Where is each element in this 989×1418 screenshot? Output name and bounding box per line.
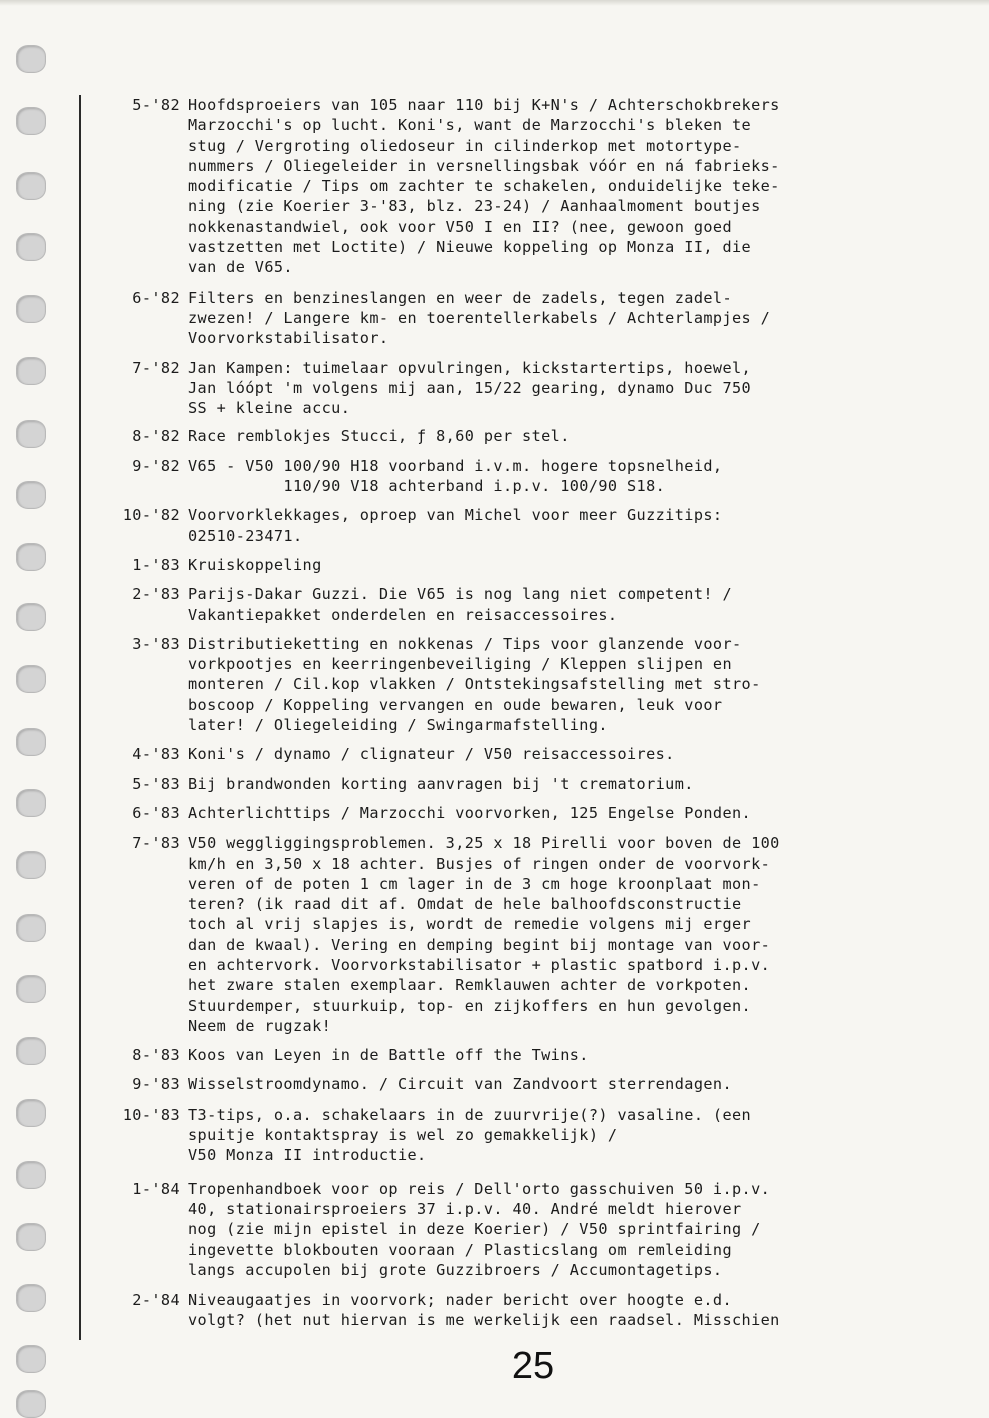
entry-line: V50 weggliggingsproblemen. 3,25 x 18 Pirelli voor boven de 100 <box>188 834 780 853</box>
entry-line: het zware stalen exemplaar. Remklauwen achter de vorkpoten. <box>188 976 752 995</box>
page-number: 25 <box>511 1345 555 1387</box>
log-entry <box>100 288 970 349</box>
entry-line: Vakantiepakket onderdelen en reisaccessoires. <box>188 605 618 624</box>
binder-hole <box>16 1345 46 1373</box>
entry-date: 6-'82 <box>132 288 180 307</box>
entry-date: 7-'82 <box>132 358 180 377</box>
entry-line: Jan lóópt 'm volgens mij aan, 15/22 gearing, dynamo Duc 750 <box>188 378 752 397</box>
binder-hole <box>16 1284 46 1312</box>
entry-date: 9-'83 <box>132 1075 180 1094</box>
entry-line: langs accupolen bij grote Guzzibroers / Accumontagetips. <box>188 1260 723 1279</box>
binder-hole <box>16 543 46 571</box>
entry-line: Bij brandwonden korting aanvragen bij 't crematorium. <box>188 774 694 793</box>
entry-line: nummers / Oliegeleider in versnellingsbak vóór en ná fabrieks- <box>188 156 780 175</box>
entry-date: 7-'83 <box>132 834 180 853</box>
entry-text <box>188 426 970 446</box>
log-entry <box>100 803 970 823</box>
entry-line: V65 - V50 100/90 H18 voorband i.v.m. hogere topsnelheid, <box>188 456 723 475</box>
entry-line: monteren / Cil.kop vlakken / Ontstekingsafstelling met stro- <box>188 675 761 694</box>
binder-hole <box>16 975 46 1003</box>
entry-text <box>188 456 970 497</box>
entry-line: modificatie / Tips om zachter te schakelen, onduidelijke teke- <box>188 177 780 196</box>
entry-line: Filters en benzineslangen en weer de zadels, tegen zadel- <box>188 288 732 307</box>
entry-line: Distributieketting en nokkenas / Tips voor glanzende voor- <box>188 634 742 653</box>
binder-hole <box>16 789 46 817</box>
log-entry <box>100 584 970 625</box>
binder-hole <box>16 1161 46 1189</box>
binder-hole <box>16 295 46 323</box>
entry-line: stug / Vergroting oliedoseur in cilinderkop met motortype- <box>188 136 742 155</box>
log-entry <box>100 634 970 735</box>
entry-date: 5-'83 <box>132 774 180 793</box>
log-entry <box>100 555 970 575</box>
entry-line: V50 Monza II introductie. <box>188 1146 427 1165</box>
entry-line: boscoop / Koppeling vervangen en oude bewaren, leuk voor <box>188 695 723 714</box>
entry-text <box>188 634 970 735</box>
entry-line: Achterlichttips / Marzocchi voorvorken, 125 Engelse Ponden. <box>188 803 752 822</box>
entry-text <box>188 288 970 349</box>
binder-hole <box>16 665 46 693</box>
entry-line: km/h en 3,50 x 18 achter. Busjes of ringen onder de voorvork- <box>188 854 771 873</box>
log-entry <box>100 1105 970 1166</box>
entry-list <box>100 86 970 1331</box>
log-entry <box>100 1074 970 1094</box>
log-entry <box>100 358 970 419</box>
entry-line: Parijs-Dakar Guzzi. Die V65 is nog lang niet competent! / <box>188 585 732 604</box>
entry-line: volgt? (het nut hiervan is me werkelijk een raadsel. Misschien <box>188 1311 780 1330</box>
entry-text <box>188 555 970 575</box>
binder-hole <box>16 603 46 631</box>
entry-text <box>188 1290 970 1331</box>
entry-line: Niveaugaatjes in voorvork; nader bericht over hoogte e.d. <box>188 1291 732 1310</box>
entry-text <box>188 1045 970 1065</box>
entry-line: spuitje kontaktspray is wel zo gemakkelijk) / <box>188 1126 618 1145</box>
entry-line: van de V65. <box>188 258 293 277</box>
entry-text <box>188 803 970 823</box>
entry-line: T3-tips, o.a. schakelaars in de zuurvrije(?) vasaline. (een <box>188 1105 752 1124</box>
entry-line: Koos van Leyen in de Battle off the Twins. <box>188 1046 589 1065</box>
binder-hole <box>16 851 46 879</box>
log-entry <box>100 505 970 546</box>
entry-text <box>188 358 970 419</box>
binder-hole <box>16 728 46 756</box>
binder-hole <box>16 1390 46 1418</box>
entry-line: 40, stationairsproeiers 37 i.p.v. 40. André meldt hierover <box>188 1199 742 1218</box>
binder-hole <box>16 914 46 942</box>
log-entry <box>100 833 970 1036</box>
log-entry <box>100 95 970 278</box>
entry-line: toch al vrij slapjes is, wordt de remedie volgens mij erger <box>188 915 752 934</box>
entry-line: Voorvorklekkages, oproep van Michel voor meer Guzzitips: <box>188 506 723 525</box>
entry-text <box>188 95 970 278</box>
entry-text <box>188 833 970 1036</box>
entry-line: 110/90 V18 achterband i.p.v. 100/90 S18. <box>188 477 666 496</box>
entry-line: vastzetten met Loctite) / Nieuwe koppeling op Monza II, die <box>188 238 752 257</box>
log-entry <box>100 1179 970 1280</box>
entry-date: 5-'82 <box>132 96 180 114</box>
entry-text <box>188 744 970 764</box>
entry-line: Jan Kampen: tuimelaar opvulringen, kickstartertips, hoewel, <box>188 358 752 377</box>
entry-line: Neem de rugzak! <box>188 1016 332 1035</box>
entry-date: 8-'82 <box>132 427 180 446</box>
entry-line: Wisselstroomdynamo. / Circuit van Zandvoort sterrendagen. <box>188 1075 732 1094</box>
entry-line: Tropenhandboek voor op reis / Dell'orto gasschuiven 50 i.p.v. <box>188 1179 771 1198</box>
entry-date: 6-'83 <box>132 803 180 822</box>
entry-line: nog (zie mijn epistel in deze Koerier) / V50 sprintfairing / <box>188 1220 761 1239</box>
entry-line: SS + kleine accu. <box>188 399 351 418</box>
binder-hole <box>16 1223 46 1251</box>
entry-text <box>188 774 970 794</box>
entry-line: Kruiskoppeling <box>188 555 322 574</box>
entry-text <box>188 584 970 625</box>
entry-line: en achtervork. Voorvorkstabilisator + plastic spatbord i.p.v. <box>188 955 771 974</box>
entry-date: 2-'83 <box>132 585 180 604</box>
entry-text <box>188 1105 970 1166</box>
log-entry <box>100 1290 970 1331</box>
entry-line: Koni's / dynamo / clignateur / V50 reisaccessoires. <box>188 745 675 764</box>
margin-rule <box>79 95 81 1340</box>
log-entry <box>100 744 970 764</box>
log-entry <box>100 774 970 794</box>
binder-holes <box>0 0 50 1403</box>
entry-line: ingevette blokbouten vooraan / Plasticslang om remleiding <box>188 1240 732 1259</box>
entry-text <box>188 505 970 546</box>
entry-date: 3-'83 <box>132 634 180 653</box>
binder-hole <box>16 172 46 200</box>
entry-text <box>188 1074 970 1094</box>
entry-line: Marzocchi's op lucht. Koni's, want de Marzocchi's bleken te <box>188 116 752 135</box>
entry-line: 02510-23471. <box>188 526 303 545</box>
entry-line: Stuurdemper, stuurkuip, top- en zijkoffers en hun gevolgen. <box>188 996 752 1015</box>
entry-date: 10-'82 <box>122 506 180 525</box>
binder-hole <box>16 1037 46 1065</box>
entry-line: later! / Oliegeleiding / Swingarmafstelling. <box>188 716 608 735</box>
entry-text <box>188 1179 970 1280</box>
binder-hole <box>16 1099 46 1127</box>
entry-line: veren of de poten 1 cm lager in de 3 cm hoge kroonplaat mon- <box>188 874 761 893</box>
log-entry <box>100 1045 970 1065</box>
entry-date: 2-'84 <box>132 1291 180 1310</box>
binder-hole <box>16 107 46 135</box>
entry-line: Race remblokjes Stucci, ƒ 8,60 per stel. <box>188 427 570 446</box>
entry-date: 4-'83 <box>132 745 180 764</box>
entry-line: Voorvorkstabilisator. <box>188 329 389 348</box>
log-entry <box>100 426 970 446</box>
binder-hole <box>16 420 46 448</box>
entry-line: teren? (ik raad dit af. Omdat de hele balhoofdsconstructie <box>188 895 742 914</box>
entry-line: ning (zie Koerier 3-'83, blz. 23-24) / Aanhaalmoment boutjes <box>188 197 761 216</box>
page-top-edge <box>0 0 989 6</box>
binder-hole <box>16 45 46 73</box>
binder-hole <box>16 233 46 261</box>
entry-line: zwezen! / Langere km- en toerentellerkabels / Achterlampjes / <box>188 308 771 327</box>
binder-hole <box>16 357 46 385</box>
entry-date: 1-'84 <box>132 1179 180 1198</box>
entry-line: Hoofdsproeiers van 105 naar 110 bij K+N's / Achterschokbrekers <box>188 96 780 114</box>
binder-hole <box>16 481 46 509</box>
entry-date: 9-'82 <box>132 456 180 475</box>
log-entry <box>100 456 970 497</box>
entry-line: nokkenastandwiel, ook voor V50 I en II? (nee, gewoon goed <box>188 217 732 236</box>
entry-line: dan de kwaal). Vering en demping begint bij montage van voor- <box>188 935 771 954</box>
entry-line: vorkpootjes en keerringenbeveiliging / Kleppen slijpen en <box>188 655 732 674</box>
entry-date: 10-'83 <box>122 1105 180 1124</box>
entry-date: 1-'83 <box>132 555 180 574</box>
entry-date: 8-'83 <box>132 1046 180 1065</box>
